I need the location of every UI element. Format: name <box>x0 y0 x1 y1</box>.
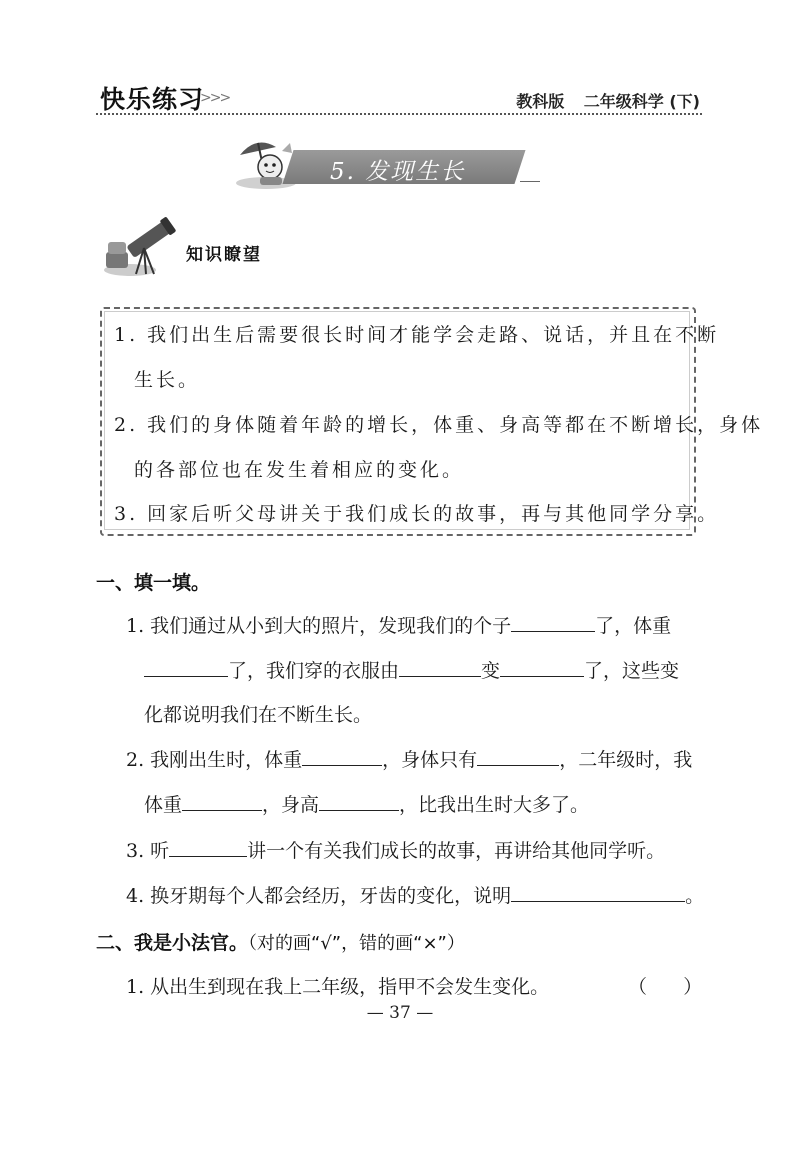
knowledge-line: 2. 我们的身体随着年龄的增长，体重、身高等都在不断增长，身体 <box>114 414 764 436</box>
question-3 <box>126 836 665 863</box>
question-text: 体重 <box>144 794 183 816</box>
knowledge-line: 生长。 <box>134 369 201 391</box>
knowledge-section-title: 知识瞭望 <box>186 245 262 265</box>
question-text: 4. 换牙期每个人都会经历，牙齿的变化，说明 <box>126 885 512 907</box>
question-text: 了，我们穿的衣服由 <box>228 660 400 682</box>
answer-blank[interactable] <box>302 747 382 766</box>
section-judge-title <box>96 928 465 955</box>
page-number: — 37 — <box>366 1003 434 1023</box>
chevron-decoration-icon: >>> <box>200 90 230 106</box>
knowledge-line: 3. 回家后听父母讲关于我们成长的故事，再与其他同学分享。 <box>114 503 720 525</box>
question-1-line-3: 化都说明我们在不断生长。 <box>144 704 373 726</box>
question-text: ，比我出生时大多了。 <box>399 794 590 816</box>
question-2-line-1 <box>126 745 692 772</box>
question-4 <box>126 881 704 908</box>
answer-blank[interactable] <box>182 792 262 811</box>
answer-blank[interactable] <box>477 747 559 766</box>
answer-blank[interactable] <box>144 658 228 677</box>
header-divider <box>96 113 702 115</box>
question-text: 。 <box>685 885 705 907</box>
telescope-icon <box>100 214 180 278</box>
section-fill-in-title: 一、填一填。 <box>96 572 211 594</box>
grade-subject-label: 二年级科学 (下) <box>583 92 700 111</box>
header-info <box>502 89 700 112</box>
edition-label: 教科版 <box>516 92 565 111</box>
judge-question-1: 1. 从出生到现在我上二年级，指甲不会发生变化。 <box>126 976 550 998</box>
question-1-line-2 <box>144 656 679 683</box>
question-text: 讲一个有关我们成长的故事，再讲给其他同学听。 <box>247 840 666 862</box>
question-text: ，身体只有 <box>382 749 478 771</box>
question-1-line-1 <box>126 611 671 638</box>
question-2-line-2 <box>144 790 589 817</box>
question-text: 1. 我们通过从小到大的照片，发现我们的个子 <box>126 615 512 637</box>
answer-blank[interactable] <box>511 613 595 632</box>
banner-underline <box>520 181 540 182</box>
question-text: 了，这些变 <box>584 660 680 682</box>
section-title-text: 二、我是小法官。 <box>96 932 249 954</box>
question-text: 2. 我刚出生时，体重 <box>126 749 303 771</box>
knowledge-line: 1. 我们出生后需要很长时间才能学会走路、说话，并且在不断 <box>114 324 720 346</box>
lesson-title: 5. 发现生长 <box>330 159 466 185</box>
knowledge-line: 的各部位也在发生着相应的变化。 <box>134 459 465 481</box>
answer-blank[interactable] <box>500 658 584 677</box>
question-text: 了，体重 <box>595 615 672 637</box>
answer-parentheses[interactable]: （ ） <box>628 976 703 998</box>
answer-blank[interactable] <box>319 792 399 811</box>
answer-blank[interactable] <box>511 883 685 902</box>
question-text: 3. 听 <box>126 840 170 862</box>
question-text: ，身高 <box>262 794 320 816</box>
answer-blank[interactable] <box>169 838 247 857</box>
answer-blank[interactable] <box>399 658 481 677</box>
question-text: 变 <box>481 660 501 682</box>
section-instruction: （对的画“√”，错的画“×”） <box>248 933 465 954</box>
series-brand: 快乐练习 <box>100 85 205 114</box>
question-text: ，二年级时，我 <box>559 749 693 771</box>
